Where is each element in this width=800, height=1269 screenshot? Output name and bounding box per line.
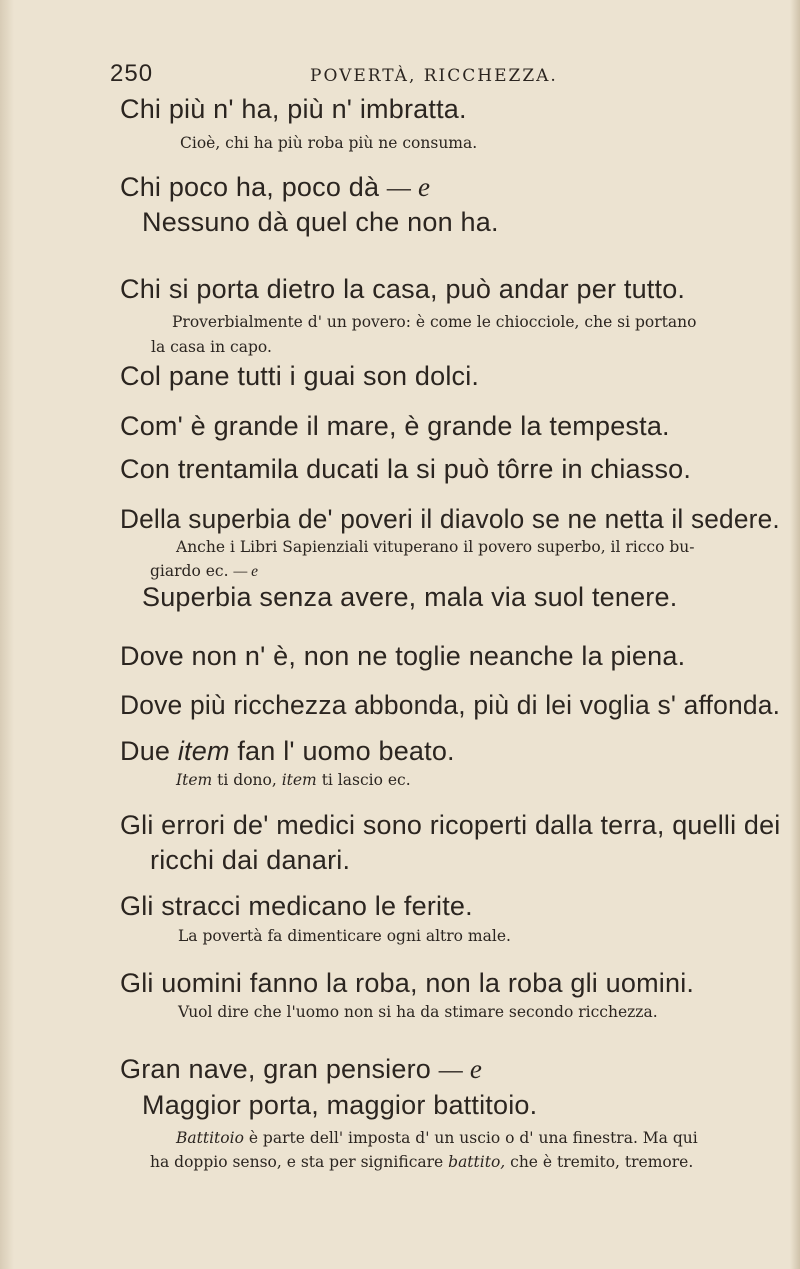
note-text: è parte dell' imposta d' un uscio o d' una finestra. Ma qui [243, 1129, 698, 1147]
proverb-note-line: Anche i Libri Sapienziali vituperano il povero superbo, il ricco bu- [176, 538, 695, 556]
proverb-continuation: ricchi dai danari. [150, 845, 351, 875]
proverb-text [120, 171, 430, 203]
note-italic-word: battito, [448, 1153, 506, 1171]
page-left-edge-shadow [0, 0, 14, 1269]
proverb-variant: Maggior porta, maggior battitoio. [142, 1090, 538, 1120]
proverb-text: Della superbia de' poveri il diavolo se ne netta il sedere. [120, 504, 780, 534]
note-italic-word: item [281, 771, 317, 789]
proverb-note: Vuol dire che l'uomo non si ha da stimare secondo ricchezza. [178, 1003, 658, 1021]
note-text: giardo ec. [150, 562, 229, 580]
proverb-text: Con trentamila ducati la si può tôrre in chiasso. [120, 454, 692, 484]
proverb-main: Chi poco ha, poco dà [120, 172, 380, 202]
running-head: POVERTÀ, RICCHEZZA. [310, 66, 558, 86]
note-italic-word: Battitoio [176, 1129, 244, 1147]
proverb-dash-e: — e [386, 172, 431, 202]
page-header [110, 58, 710, 98]
proverb-note-line [150, 1151, 693, 1173]
proverb-part: fan l' uomo beato. [229, 736, 455, 766]
proverb-note-line [176, 1127, 698, 1149]
proverb-text: Com' è grande il mare, è grande la tempesta. [120, 411, 670, 441]
proverb-text: Gli uomini fanno la roba, non la roba gli uomini. [120, 968, 695, 998]
proverb-text: Gli stracci medicano le ferite. [120, 891, 473, 921]
proverb-note-line [150, 560, 258, 583]
proverb-text: Chi più n' ha, più n' imbratta. [120, 94, 467, 124]
proverb-note: Cioè, chi ha più roba più ne consuma. [180, 134, 478, 152]
proverb-dash-e: — e [438, 1054, 483, 1084]
proverb-variant: Superbia senza avere, mala via suol tenere. [142, 582, 678, 612]
note-italic-word: Item [176, 771, 213, 789]
proverb-main: Gran nave, gran pensiero [120, 1054, 431, 1084]
proverb-note: La povertà fa dimenticare ogni altro male. [178, 927, 511, 945]
page-right-edge-shadow [790, 0, 800, 1269]
proverb-note-line: Proverbialmente d' un povero: è come le chiocciole, che si portano [172, 313, 697, 331]
proverb-part: Due [120, 736, 178, 766]
proverb-note-line: la casa in capo. [151, 338, 272, 356]
proverb-text: Dove non n' è, non ne toglie neanche la piena. [120, 641, 686, 671]
proverb-text: Dove più ricchezza abbonda, più di lei voglia s' affonda. [120, 690, 781, 720]
note-text: ti dono, [212, 771, 282, 789]
proverb-note [176, 769, 411, 791]
proverb-text: Col pane tutti i guai son dolci. [120, 361, 480, 391]
proverb-text [120, 735, 455, 767]
proverb-variant: Nessuno dà quel che non ha. [142, 207, 499, 237]
proverb-text: Chi si porta dietro la casa, può andar per tutto. [120, 274, 686, 304]
note-text: che è tremito, tremore. [505, 1153, 694, 1171]
proverb-text: Gli errori de' medici sono ricoperti dalla terra, quelli dei [120, 810, 781, 840]
note-text: ha doppio senso, e sta per significare [150, 1153, 449, 1171]
note-text: ti lascio ec. [316, 771, 411, 789]
proverb-dash-e: — e [233, 563, 258, 580]
proverb-italic-word: item [177, 736, 230, 766]
page-number: 250 [110, 60, 154, 87]
proverb-text [120, 1053, 482, 1085]
